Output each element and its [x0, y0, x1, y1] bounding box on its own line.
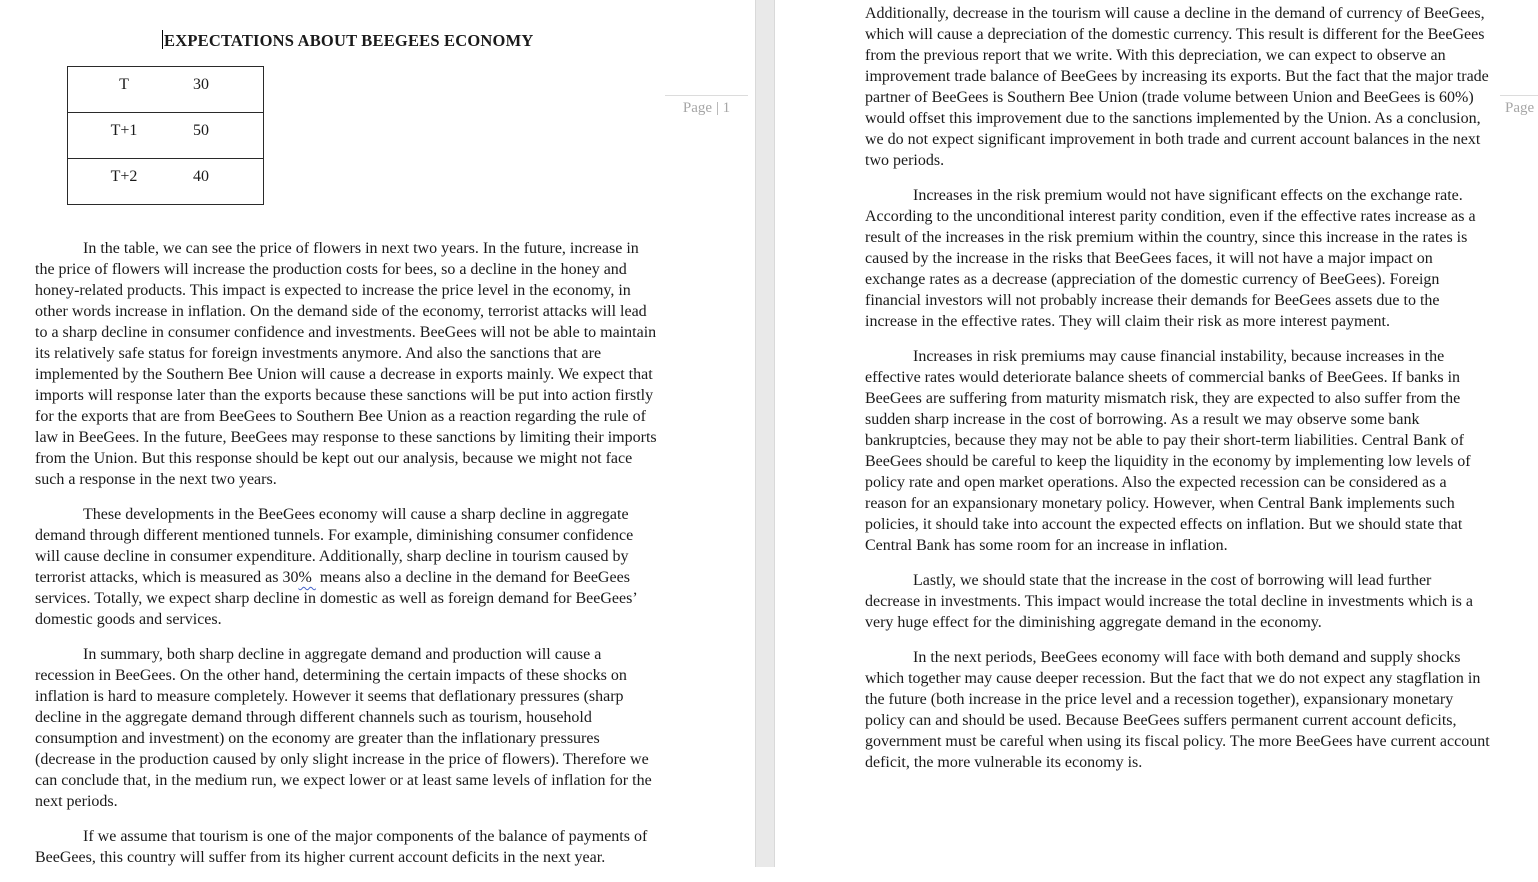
paragraph[interactable]: Lastly, we should state that the increase in the cost of borrowing will lead further decrease in investments. This impact would increase the total decline in investments which is a very huge effect for the diminishing aggregate demand in the economy.: [865, 572, 1473, 631]
paragraph-text: means also a decline in the demand for BeeGees services. Totally, we expect sharp decline in domestic as well as foreign demand for BeeGees’ domestic goods and services.: [35, 569, 637, 628]
paragraph[interactable]: [35, 504, 660, 630]
page-2-content: [865, 0, 1490, 787]
page-gap-divider: [755, 0, 775, 867]
page-number-text: Page | 1: [682, 100, 731, 116]
grammar-check-squiggle: %: [298, 569, 316, 586]
paragraph[interactable]: Increases in the risk premium would not have significant effects on the exchange rate. According to the unconditional interest parity condition, even if the effective rates increase as a result of the increases in the risk premium within the country, since this increase in the rates is caused by the increase in the risks that BeeGees faces, it will not have a major impact on exchange rates as a decrease (appreciation of the domestic currency of BeeGees). Foreign financial investors will not probably increase their demands for BeeGees assets due to the increase in the effective rates. They will claim their risk as more interest payment.: [865, 187, 1476, 330]
page-2-margin-page-number: [1500, 95, 1538, 118]
paragraph[interactable]: Additionally, decrease in the tourism will cause a decline in the demand of currency of BeeGees, which will cause a depreciation of the domestic currency. This result is different for the BeeGees from the previous report that we write. With this depreciation, we can expect to observe an improvement trade balance of BeeGees by increasing its exports. But the fact that the major trade partner of BeeGees is Southern Bee Union (trade volume between Union and BeeGees is 60%) would offset this improvement due to the sanctions implemented by the Union. As a conclusion, we do not expect significant improvement in both trade and current account balances in the next two periods.: [865, 5, 1489, 169]
document-title-text: EXPECTATIONS ABOUT BEEGEES ECONOMY: [164, 31, 534, 50]
flower-price-table[interactable]: [67, 66, 264, 205]
paragraph[interactable]: In the table, we can see the price of flowers in next two years. In the future, increase in the price of flowers will increase the production costs for bees, so a decline in the honey and honey-related products. This impact is expected to increase the price level in the economy, in other words increase in inflation. On the demand side of the economy, terrorist attacks will lead to a sharp decline in consumer confidence and investments. BeeGees will not be able to maintain its relatively safe status for foreign investments anymore. And also the sanctions that are implemented by the Southern Bee Union will cause a decrease in exports mainly. We expect that imports will response later than the exports because these sanctions will be put into action firstly for the exports that are from BeeGees to Southern Bee Union as a reaction regarding the rule of law in BeeGees. In the future, BeeGees may response to these sanctions by limiting their imports from the Union. But this response should be kept out our analysis, because we might not face such a response in the next two years.: [35, 240, 657, 488]
table-cell-period[interactable]: T: [68, 67, 181, 113]
table-row[interactable]: [68, 113, 264, 159]
text-cursor-caret: [162, 30, 164, 49]
table-cell-value[interactable]: 50: [180, 113, 264, 159]
paragraph[interactable]: In the next periods, BeeGees economy will face with both demand and supply shocks which together may cause deeper recession. But the fact that we do not expect any stagflation in the future (both increase in the price level and a recession together), expansionary monetary policy can and should be used. Because BeeGees suffers permanent current account deficits, government must be careful when using its fiscal policy. The more BeeGees have current account deficit, the more vulnerable its economy is.: [865, 649, 1490, 771]
paragraph[interactable]: In summary, both sharp decline in aggregate demand and production will cause a recession in BeeGees. On the other hand, determining the certain impacts of these shocks on inflation is hard to measure completely. However it seems that deflationary pressures (sharp decline in the aggregate demand through different channels such as tourism, household consumption and investment) on the economy are greater than the inflationary pressures (decrease in the production caused by only slight increase in the price of flowers). Therefore we can conclude that, in the medium run, we expect lower or at least same levels of inflation for the next periods.: [35, 646, 652, 810]
page-2[interactable]: [775, 0, 1538, 867]
paragraph[interactable]: Increases in risk premiums may cause financial instability, because increases in the effective rates would deteriorate balance sheets of commercial banks of BeeGees. If banks in BeeGees are suffering from maturity mismatch risk, they are expected to also suffer from the sudden sharp increase in the cost of borrowing. As a result we may observe some bank bankruptcies, because they may not be able to pay their short-term liabilities. Central Bank of BeeGees should be careful to keep the liquidity in the economy by implementing low levels of policy rate and open market operations. Also the expected recession can be considered as a reason for an expansionary monetary policy. However, when Central Bank implements such policies, it should take into account the expected effects on inflation. But we should state that Central Bank has some room for an increase in inflation.: [865, 348, 1471, 554]
page-1-margin-page-number: [665, 95, 748, 118]
table-cell-value[interactable]: 40: [180, 159, 264, 205]
page-number-text: Page: [1505, 100, 1535, 116]
paragraph-text: These developments in the BeeGees economy will cause a sharp decline in aggregate demand through different mentioned tunnels. For example, diminishing consumer confidence will cause decline in consumer expenditure. Additionally, sharp decline in tourism caused by terrorist attacks, which is measured as 30: [35, 506, 634, 586]
page-1[interactable]: [0, 0, 755, 867]
table-cell-period[interactable]: T+1: [68, 113, 181, 159]
document-title[interactable]: [35, 30, 660, 51]
table-cell-value[interactable]: 30: [180, 67, 264, 113]
table-cell-period[interactable]: T+2: [68, 159, 181, 205]
table-row[interactable]: [68, 67, 264, 113]
page-1-content: [35, 0, 660, 882]
table-row[interactable]: [68, 159, 264, 205]
paragraph[interactable]: If we assume that tourism is one of the major components of the balance of payments of BeeGees, this country will suffer from its higher current account deficits in the next year.: [35, 828, 648, 866]
